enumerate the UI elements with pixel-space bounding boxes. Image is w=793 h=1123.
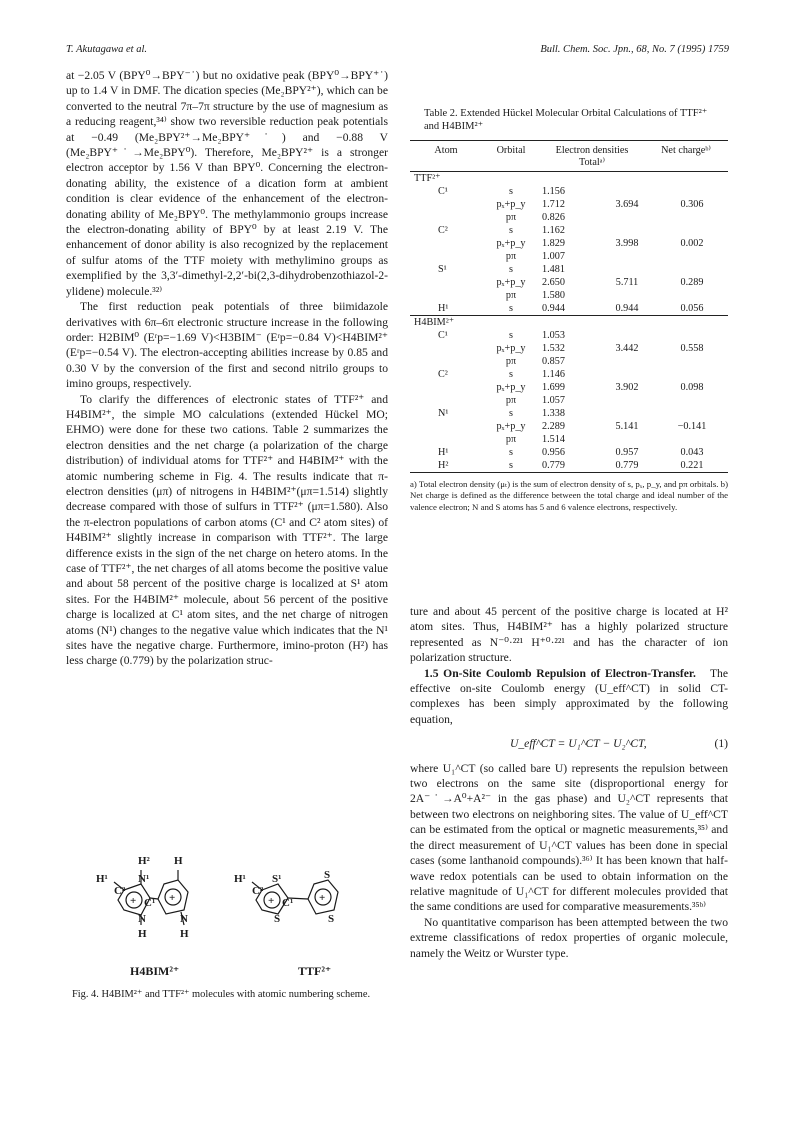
table-cell-total: 0.944	[615, 303, 639, 314]
equation-1	[410, 736, 728, 751]
table-cell-total: 5.711	[615, 277, 639, 288]
figure-caption: Fig. 4. H4BIM²⁺ and TTF²⁺ molecules with atomic numbering scheme.	[72, 989, 371, 1000]
table-cell-orbital: s	[509, 303, 513, 314]
table-cell-total: 3.442	[615, 343, 639, 354]
table-cell-atom	[410, 276, 482, 289]
table-cell-density: 1.481	[542, 264, 565, 275]
table-cell-density: 1.580	[542, 290, 565, 301]
table-cell-net	[656, 407, 728, 420]
table-row	[410, 329, 728, 342]
atom-label: N	[138, 913, 146, 925]
atom-label: C¹	[144, 897, 156, 909]
table-header-row	[410, 141, 728, 171]
table-cell-total: 0.957	[615, 447, 639, 458]
table-cell-density: 1.162	[542, 225, 565, 236]
table-cell-net: 0.289	[680, 277, 704, 288]
table-cell-net: 0.558	[680, 343, 704, 354]
table-cell-net: −0.141	[677, 421, 707, 432]
table-cell-density: 1.338	[542, 408, 565, 419]
table-cell-density: 0.779	[542, 460, 565, 471]
table-row	[410, 355, 728, 368]
table-cell-atom	[410, 198, 482, 211]
table-cell-total	[598, 185, 656, 198]
table-row	[410, 342, 728, 355]
atom-label: C¹	[282, 897, 294, 909]
equation-number: (1)	[714, 737, 728, 751]
table-cell-orbital: s	[509, 460, 513, 471]
table-cell-total: 3.902	[615, 382, 639, 393]
atom-label: S¹	[272, 873, 282, 885]
atom-label: H¹	[234, 873, 246, 885]
plus-sign: +	[169, 892, 176, 904]
column-header: Atom	[434, 145, 458, 156]
figure-label-h4bim: H4BIM²⁺	[130, 964, 180, 978]
atom-label: C²	[252, 885, 264, 897]
table-cell-atom: S¹	[438, 264, 447, 275]
table-cell-orbital: pₓ+p_y	[496, 343, 526, 354]
table-cell-orbital: s	[509, 408, 513, 419]
table-cell-atom: H²	[438, 460, 449, 471]
table-cell-total: 3.998	[615, 238, 639, 249]
table-cell-net: 0.306	[680, 199, 704, 210]
table-cell-orbital: s	[509, 225, 513, 236]
equation: U_eff^CT = U₁^CT − U₂^CT,	[510, 737, 647, 751]
atom-label: N	[180, 913, 188, 925]
table-row	[410, 433, 728, 446]
table-cell-orbital: pπ	[505, 251, 517, 262]
atom-label: S	[274, 913, 281, 925]
table-cell-total: 5.141	[615, 421, 639, 432]
table-cell-atom: N¹	[438, 408, 449, 419]
table-row	[410, 302, 728, 315]
table-cell-atom	[410, 394, 482, 407]
table-2	[410, 140, 728, 513]
table-cell-orbital: pₓ+p_y	[496, 199, 526, 210]
table-cell-atom: C²	[438, 369, 448, 380]
table-cell-total	[598, 329, 656, 342]
table-cell-density: 1.712	[542, 199, 565, 210]
table-cell-orbital: pπ	[505, 434, 517, 445]
table-cell-net	[656, 263, 728, 276]
running-header-journal: Bull. Chem. Soc. Jpn., 68, No. 7 (1995) 1759	[540, 44, 729, 55]
atom-label: C²	[114, 885, 126, 897]
paragraph: No quantitative comparison has been attempted between the two extreme classifications of redox properties of organic molecule, namely the Weitz or Wurster type.	[410, 915, 728, 960]
table-cell-atom	[410, 420, 482, 433]
paragraph: The first reduction peak potentials of three biimidazole derivatives with 6π–6π electronic structure increase in the following order: H2BIM⁰ (Eʳp=−1.69 V)<H3BIM⁻ (Eʳp=−0.84 V)<H4BIM²⁺ (Eʳp=−0.54 V). The electron-accepting abilities increase by 0.85 and 0.30 V by the conversion of the first and second nitrilo groups to imino groups, respectively.	[66, 300, 388, 391]
running-header-authors: T. Akutagawa et al.	[66, 44, 147, 55]
table-cell-total	[598, 433, 656, 446]
table-cell-net: 0.221	[680, 460, 704, 471]
table-cell-density: 0.826	[542, 212, 565, 223]
table-cell-orbital: pπ	[505, 290, 517, 301]
table-cell-density: 1.057	[542, 395, 565, 406]
table-footnote: a) Total electron density (μₜ) is the sum of electron density of s, pₓ, p_y, and pπ orbitals. b) Net charge is defined as the difference between the total charge and ideal number of the valence electron; N and S atoms has 5 and 6 valence electrons, respectively.	[410, 479, 728, 512]
atom-label: S	[328, 913, 335, 925]
table-cell-atom	[410, 342, 482, 355]
atom-label: N¹	[138, 873, 150, 885]
structure-diagram	[66, 822, 388, 992]
table-cell-atom	[410, 289, 482, 302]
table-cell-density: 0.857	[542, 356, 565, 367]
atom-label: H	[180, 928, 189, 940]
table-cell-total	[598, 211, 656, 224]
table-cell-density: 1.053	[542, 330, 565, 341]
column-header: Net chargeᵇ⁾	[661, 145, 711, 156]
table-cell-atom: C¹	[438, 186, 448, 197]
table-cell-orbital: pₓ+p_y	[496, 238, 526, 249]
table-cell-total	[598, 263, 656, 276]
table-row	[410, 198, 728, 211]
plus-sign: +	[130, 895, 137, 907]
table-cell-density: 1.829	[542, 238, 565, 249]
table-cell-orbital: s	[509, 369, 513, 380]
table-cell-atom	[410, 211, 482, 224]
table-row	[410, 211, 728, 224]
table-cell-total	[598, 355, 656, 368]
column-header: Orbital	[496, 145, 526, 156]
table-cell-net	[656, 329, 728, 342]
table-group-heading: H4BIM²⁺	[414, 317, 455, 328]
table-cell-atom	[410, 250, 482, 263]
table-cell-density: 1.156	[542, 186, 565, 197]
table-cell-net	[656, 433, 728, 446]
table-cell-net	[656, 185, 728, 198]
left-column	[66, 68, 388, 669]
right-column	[410, 604, 728, 961]
paragraph: To clarify the differences of electronic states of TTF²⁺ and H4BIM²⁺, the simple MO calculations (extended Hückel MO; EHMO) were done for these two cations. Table 2 summarizes the electron densities and the net charge (a polarization of the charge distribution) of individual atoms for TTF²⁺ and H4BIM²⁺ with the atomic numbering scheme in Fig. 4. The results indicate that π-electron densities (μπ) of nitrogens in H4BIM²⁺(μπ=1.514) slightly decrease compared with those of sulfurs in TTF²⁺ (μπ=1.580). Also the π-electron populations of carbon atoms (C¹ and C² atom sites) of H4BIM²⁺ slightly increase in comparison with TTF²⁺. The large difference exists in the sign of the net charge on hetero atoms. In the case of TTF²⁺, the net charges of all atoms become the positive value and about 58 percent of the positive charge is localized at S¹ atom sites. For the H4BIM²⁺ molecule, about 56 percent of the positive charge is localized at C¹ atom sites, and the net charge of nitrogen atoms (N¹) changes to the negative value which indicates that the N¹ sites have the negative charge. Furthermore, imino-proton (H²) has less charge (0.779) by the polarization struc-	[66, 392, 388, 668]
table-cell-density: 1.532	[542, 343, 565, 354]
table-row	[410, 276, 728, 289]
plus-sign: +	[319, 892, 326, 904]
table-cell-net	[656, 355, 728, 368]
section-heading-paragraph	[410, 666, 728, 728]
table-cell-orbital: s	[509, 186, 513, 197]
table-row	[410, 289, 728, 302]
table-cell-atom	[410, 433, 482, 446]
table-group-heading: TTF²⁺	[414, 173, 441, 184]
table-cell-orbital: pₓ+p_y	[496, 421, 526, 432]
table-cell-density: 0.944	[542, 303, 565, 314]
figure-label-ttf: TTF²⁺	[298, 964, 332, 978]
paragraph: where U₁^CT (so called bare U) represents the repulsion between two electrons on the same site (disproportional energy for 2A⁻˙→A⁰+A²⁻ in the gas phase) and U₂^CT represents that between two electrons on neighboring sites. The value of U_eff^CT can be estimated from the optical or magnetic measurements,³⁵⁾ and the direct measurement of U₁^CT values has been done in special cases (some lanthanoid compounds).³⁶⁾ It has been known that half-wave redox potentials can be used to obtain information on the relative magnitude of U₁^CT for different molecules provided that the same conditions are used for comparative measurements.³⁵ᵇ⁾	[410, 761, 728, 914]
table-cell-orbital: pπ	[505, 212, 517, 223]
table-cell-atom	[410, 355, 482, 368]
table-cell-net	[656, 224, 728, 237]
paragraph: at −2.05 V (BPY⁰→BPY⁻˙) but no oxidative peak (BPY⁰→BPY⁺˙) up to 1.4 V in DMF. The dication species (Me₂BPY²⁺), which can be converted to the neutral 7π–7π structure by the use of magnesium as a reducing reagent,³⁴⁾ show two reversible reduction peak potentials at −0.49 (Me₂BPY²⁺→Me₂BPY⁺˙) and −0.88 V (Me₂BPY⁺˙→Me₂BPY⁰). Therefore, Me₂BPY²⁺ is a stronger electron acceptor by 1.56 V than BPY⁰. Concerning the electron-donating ability, the existence of a dication form at ambient condition is clear evidence of the enhancement of the electron-donating ability of Me₂BPY⁰. The methylammonio groups increase the electron-donating ability of BPY⁰ by at least 2.19 V. The enhancement of donor ability is also recognized by the replacement of sulfur atoms of the TTF moiety with methylimino groups as exemplified by the 3,3′-dimethyl-2,2′-bi(2,3-dihydrobenzothiazol-2-ylidene) molecule.³²⁾	[66, 69, 388, 298]
section-heading: 1.5 On-Site Coulomb Repulsion of Electron-Transfer.	[424, 666, 696, 680]
table-row	[410, 250, 728, 263]
table-body	[410, 172, 728, 472]
table-row	[410, 237, 728, 250]
table-cell-net	[656, 211, 728, 224]
table-row	[410, 185, 728, 198]
table-row	[410, 420, 728, 433]
atom-label: H¹	[96, 873, 108, 885]
table-cell-net	[656, 394, 728, 407]
table-cell-orbital: pₓ+p_y	[496, 277, 526, 288]
table-cell-orbital: pₓ+p_y	[496, 382, 526, 393]
paragraph: ture and about 45 percent of the positive charge is located at H² atom sites. Thus, H4BIM²⁺ has a highly polarized structure represented as N⁻⁰·²²¹ H⁺⁰·²²¹ and has the character of ion polarization structure.	[410, 605, 728, 665]
table-cell-density: 1.007	[542, 251, 565, 262]
table-row	[410, 368, 728, 381]
table-cell-total	[598, 224, 656, 237]
table-cell-orbital: s	[509, 264, 513, 275]
atom-label: H²	[138, 855, 150, 867]
table-cell-net: 0.056	[680, 303, 704, 314]
table-cell-total: 0.779	[615, 460, 639, 471]
atom-label: H	[174, 855, 183, 867]
table-cell-density: 2.289	[542, 421, 565, 432]
table-cell-atom	[410, 381, 482, 394]
table-cell-net: 0.098	[680, 382, 704, 393]
column-header: Electron densities Totalᵃ⁾	[555, 145, 629, 168]
table-row	[410, 381, 728, 394]
table-cell-orbital: pπ	[505, 395, 517, 406]
table-cell-atom: C¹	[438, 330, 448, 341]
table-row	[410, 394, 728, 407]
table-row	[410, 224, 728, 237]
table-cell-density: 1.514	[542, 434, 565, 445]
table-row	[410, 459, 728, 472]
table-cell-net	[656, 289, 728, 302]
table-cell-total: 3.694	[615, 199, 639, 210]
table-cell-net: 0.002	[680, 238, 704, 249]
atom-label: H	[138, 928, 147, 940]
table-cell-total	[598, 289, 656, 302]
table-cell-net	[656, 250, 728, 263]
table-cell-density: 2.650	[542, 277, 565, 288]
table-cell-density: 1.699	[542, 382, 565, 393]
table-cell-atom: C²	[438, 225, 448, 236]
table-cell-total	[598, 394, 656, 407]
table-cell-atom: H¹	[438, 447, 449, 458]
table-cell-orbital: s	[509, 330, 513, 341]
table-cell-net	[656, 368, 728, 381]
plus-sign: +	[268, 895, 275, 907]
table-cell-total	[598, 407, 656, 420]
table-cell-total	[598, 368, 656, 381]
table-caption: Table 2. Extended Hückel Molecular Orbital Calculations of TTF²⁺ and H4BIM²⁺	[424, 108, 708, 132]
table-cell-orbital: pπ	[505, 356, 517, 367]
table-row	[410, 263, 728, 276]
atom-label: S	[324, 869, 331, 881]
table-cell-net: 0.043	[680, 447, 704, 458]
table-cell-orbital: s	[509, 447, 513, 458]
table-row	[410, 407, 728, 420]
table-cell-density: 1.146	[542, 369, 565, 380]
table-row	[410, 446, 728, 459]
table-cell-atom	[410, 237, 482, 250]
column-subheader: Totalᵃ⁾	[578, 157, 606, 168]
table-cell-atom: H¹	[438, 303, 449, 314]
table-cell-total	[598, 250, 656, 263]
paragraph: The effective on-site Coulomb energy (U_eff^CT) in solid CT-complexes has been simply approximated by the following equation,	[410, 666, 728, 726]
table-cell-density: 0.956	[542, 447, 565, 458]
